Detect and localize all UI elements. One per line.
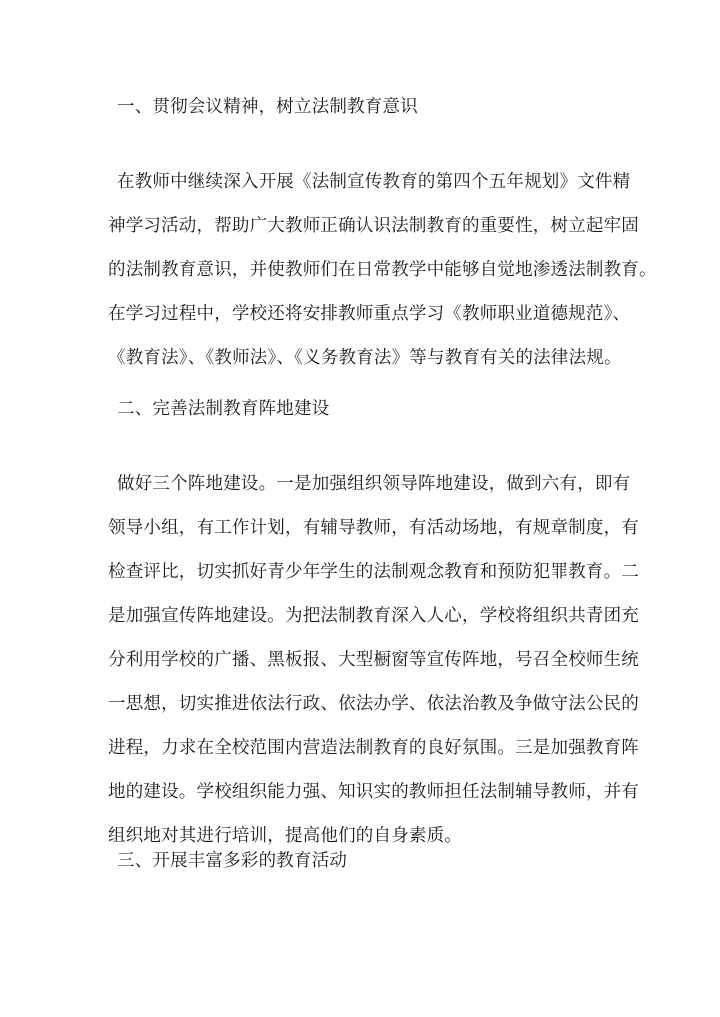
paragraph-line: 检查评比，切实抓好青少年学生的法制观念教育和预防犯罪教育。二 xyxy=(108,562,639,582)
paragraph-line: 领导小组，有工作计划，有辅导教师，有活动场地，有规章制度，有 xyxy=(108,518,639,538)
paragraph-line: 进程，力求在全校范围内营造法制教育的良好氛围。三是加强教育阵 xyxy=(108,738,639,758)
section-3-heading: 三、开展丰富多彩的教育活动 xyxy=(117,851,348,871)
paragraph-line: 是加强宣传阵地建设。为把法制教育深入人心，学校将组织共青团充 xyxy=(108,606,639,626)
paragraph-line: 在教师中继续深入开展《法制宣传教育的第四个五年规划》文件精 xyxy=(117,172,631,192)
paragraph-line: 地的建设。学校组织能力强、知识实的教师担任法制辅导教师，并有 xyxy=(108,782,639,802)
paragraph-line: 一思想，切实推进依法行政、依法办学、依法治教及争做守法公民的 xyxy=(108,694,639,714)
paragraph-line: 在学习过程中，学校还将安排教师重点学习《教师职业道德规范》、 xyxy=(108,304,631,324)
section-2-heading: 二、完善法制教育阵地建设 xyxy=(117,399,330,419)
section-2-paragraph xyxy=(108,462,639,858)
paragraph-line: 神学习活动，帮助广大教师正确认识法制教育的重要性，树立起牢固 xyxy=(108,216,639,236)
paragraph-line: 分利用学校的广播、黑板报、大型橱窗等宣传阵地，号召全校师生统 xyxy=(108,650,639,670)
paragraph-line: 《教育法》、《教师法》、《义务教育法》等与教育有关的法律法规。 xyxy=(108,348,622,368)
paragraph-line: 做好三个阵地建设。一是加强组织领导阵地建设，做到六有，即有 xyxy=(117,474,631,494)
section-1-paragraph xyxy=(108,160,657,380)
section-1-heading: 一、贯彻会议精神，树立法制教育意识 xyxy=(117,97,418,117)
paragraph-line: 的法制教育意识，并使教师们在日常教学中能够自觉地渗透法制教育。 xyxy=(108,260,657,280)
paragraph-line: 组织地对其进行培训，提高他们的自身素质。 xyxy=(108,826,462,846)
